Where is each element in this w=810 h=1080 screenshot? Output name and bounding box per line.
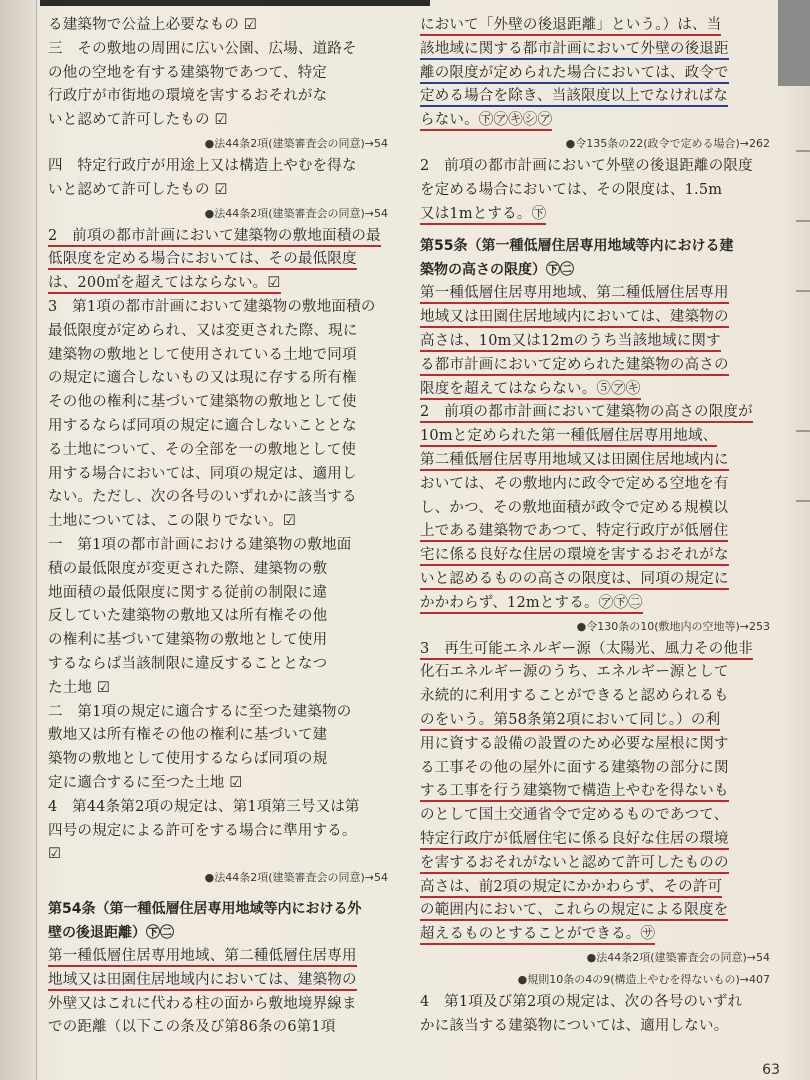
- text-line-text: 用する場合においては、同項の規定は、適用し: [48, 465, 357, 482]
- cross-reference-text: ●法44条2項(建築審査会の同意)→54: [586, 950, 770, 964]
- text-line: [48, 344, 388, 368]
- article-heading-text: 第54条（第一種低層住居専用地域等内における外: [48, 901, 362, 918]
- text-line-text: 2 前項の都市計画において外壁の後退距離の限度: [420, 157, 753, 174]
- text-line-text: る工事その他の屋外に面する建築物の部分に関: [420, 759, 729, 776]
- text-line: [420, 804, 770, 828]
- facing-page-edge: [0, 0, 37, 1080]
- text-line-text: ☑: [48, 846, 62, 863]
- text-line-text: 第二種低層住居専用地域又は田園住居地域内に: [420, 452, 729, 471]
- text-line: [48, 629, 388, 653]
- text-line: [420, 757, 770, 781]
- text-line: [420, 38, 770, 62]
- text-line: [48, 993, 388, 1017]
- text-line-text: る都市計画において定められた建築物の高さの: [420, 357, 729, 376]
- text-line: [420, 544, 770, 568]
- index-tick: [796, 150, 810, 152]
- text-line: [48, 248, 388, 272]
- text-line: [420, 780, 770, 804]
- text-line-text: いと認めて許可したもの ☑: [48, 112, 228, 129]
- text-line: [48, 820, 388, 844]
- text-line-text: らない。㊦㋐㋖㋛㋐: [420, 112, 552, 131]
- text-line-text: 低限度を定める場合においては、その最低限度: [48, 251, 357, 270]
- text-line-text: 第一種低層住居専用地域、第二種低層住居専用: [420, 285, 729, 304]
- text-line: [48, 510, 388, 534]
- text-line: [48, 969, 388, 993]
- text-line-text: 第一種低層住居専用地域、第二種低層住居専用: [48, 948, 357, 967]
- text-line: [48, 439, 388, 463]
- text-line: [420, 155, 770, 179]
- text-line: [420, 733, 770, 757]
- text-line-text: 反していた建築物の敷地又は所有権その他: [48, 608, 328, 625]
- text-line-text: 3 再生可能エネルギー源（太陽光、風力その他非: [420, 641, 753, 660]
- text-line: [420, 638, 770, 662]
- text-line: [420, 425, 770, 449]
- article-heading: [48, 921, 388, 945]
- text-line-text: 建築物の敷地として使用されている土地で同項: [48, 346, 357, 363]
- text-line-text: 上である建築物であつて、特定行政庁が低層住: [420, 523, 728, 542]
- text-line-text: は、200㎡を超えてはならない。☑: [48, 275, 281, 294]
- text-line-text: 最低限度が定められ、又は変更された際、現に: [48, 322, 358, 339]
- index-tab: [778, 0, 810, 86]
- text-line-text: 2 前項の都市計画において建築物の敷地面積の最: [48, 228, 381, 247]
- text-line-text: た土地 ☑: [48, 679, 111, 696]
- text-line: [48, 179, 388, 203]
- index-tick: [796, 430, 810, 432]
- text-line-text: 2 前項の都市計画において建築物の高さの限度が: [420, 404, 753, 423]
- text-line-text: 用するならば同項の規定に適合しないこととな: [48, 417, 357, 434]
- article-heading-text: 壁の後退距離）㊦㊁: [48, 925, 174, 942]
- text-line-text: 4 第44条第2項の規定は、第1項第三号又は第: [48, 798, 360, 815]
- text-line: [48, 415, 388, 439]
- text-line-text: し、かつ、その敷地面積が政令で定める規模以: [420, 499, 729, 516]
- text-line: [420, 306, 770, 330]
- text-line: [48, 796, 388, 820]
- text-line-text: 四号の規定による許可をする場合に準用する。: [48, 822, 357, 839]
- article-heading: [420, 258, 770, 282]
- text-line: [48, 748, 388, 772]
- text-line: [420, 179, 770, 203]
- text-line: [420, 62, 770, 86]
- text-line: [420, 401, 770, 425]
- text-line: [48, 391, 388, 415]
- text-line: [420, 282, 770, 306]
- index-tick: [796, 220, 810, 222]
- text-line-text: の権利に基づいて建築物の敷地として使用: [48, 632, 328, 649]
- cross-reference-text: ●規則10条の4の9(構造上やむを得ないもの)→407: [517, 972, 770, 986]
- text-line: [48, 772, 388, 796]
- text-line-text: 特定行政庁が低層住宅に係る良好な住居の環境: [420, 831, 729, 850]
- index-tick: [796, 290, 810, 292]
- index-tick: [796, 500, 810, 502]
- text-line-text: 化石エネルギー源のうち、エネルギー源として: [420, 664, 729, 681]
- text-line: [420, 828, 770, 852]
- text-line-text: 定に適合するに至つた土地 ☑: [48, 774, 243, 791]
- text-line-text: 一 第1項の都市計画における建築物の敷地面: [48, 536, 352, 553]
- text-line-text: 積の最低限度が変更された際、建築物の敷: [48, 560, 328, 577]
- article-heading: [48, 897, 388, 921]
- text-line-text: の範囲内において、これらの規定による限度を: [420, 902, 728, 921]
- text-line-text: 離の限度が定められた場合においては、政令で: [420, 65, 729, 84]
- text-line-text: の他の空地を有する建築物であつて、特定: [48, 64, 328, 81]
- text-line: [420, 449, 770, 473]
- text-line-text: での距離（以下この条及び第86条の6第1項: [48, 1019, 336, 1036]
- text-line: [420, 592, 770, 616]
- text-line: [420, 1015, 770, 1039]
- text-line: [48, 155, 388, 179]
- text-line: [48, 14, 388, 38]
- text-line-text: する工事を行う建築物で構造上やむを得ないも: [420, 783, 729, 802]
- text-line: [420, 354, 770, 378]
- text-line-text: かに該当する建築物については、適用しない。: [420, 1017, 729, 1034]
- text-line-text: 築物の敷地として使用するならば同項の規: [48, 751, 328, 768]
- text-line: [48, 945, 388, 969]
- article-heading: [420, 234, 770, 258]
- text-line-text: を害するおそれがないと認めて許可したものの: [420, 855, 729, 874]
- text-line-text: 該地域に関する都市計画において外壁の後退距: [420, 41, 729, 60]
- cross-reference: [420, 947, 770, 969]
- cross-reference: [420, 969, 770, 991]
- text-line: [48, 320, 388, 344]
- text-line: [48, 843, 388, 867]
- text-line-text: を定める場合においては、その限度は、1.5m: [420, 181, 723, 198]
- text-line-text: る土地について、その全部を一の敷地として使: [48, 441, 357, 458]
- text-line-text: おいては、その敷地内に政令で定める空地を有: [420, 475, 729, 492]
- text-line: [420, 899, 770, 923]
- text-line: [420, 14, 770, 38]
- text-line-text: 高さは、10m又は12mのうち当該地域に関す: [420, 333, 721, 352]
- text-line: [48, 296, 388, 320]
- text-line-text: 外壁又はこれに代わる柱の面から敷地境界線ま: [48, 995, 357, 1012]
- text-line-text: かかわらず、12mとする。㋐㊦㊁: [420, 595, 643, 614]
- text-line-text: 敷地又は所有権その他の権利に基づいて建: [48, 727, 328, 744]
- text-line-text: 用に資する設備の設置のため必要な屋根に関す: [420, 735, 729, 752]
- text-line: [420, 109, 770, 133]
- text-line-text: 地域又は田園住居地域内においては、建築物の: [48, 972, 357, 991]
- text-line: [420, 709, 770, 733]
- cross-reference: [420, 133, 770, 155]
- text-line: [48, 85, 388, 109]
- text-line: [48, 582, 388, 606]
- text-line-text: 又は1mとする。㊦: [420, 206, 546, 225]
- text-line: [48, 534, 388, 558]
- cross-reference: [48, 203, 388, 225]
- text-line-text: 超えるものとすることができる。㋚: [420, 926, 655, 945]
- text-line-text: 地域又は田園住居地域内においては、建築物の: [420, 309, 729, 328]
- text-line: [48, 605, 388, 629]
- text-line-text: 地面積の最低限度に関する従前の制限に違: [48, 584, 328, 601]
- cross-reference: [420, 616, 770, 638]
- text-line-text: において「外壁の後退距離」という。）は、当: [420, 17, 721, 36]
- text-line: [420, 378, 770, 402]
- text-line-text: その他の権利に基づいて建築物の敷地として使: [48, 394, 357, 411]
- text-line-text: 3 第1項の都市計画において建築物の敷地面積の: [48, 298, 376, 315]
- text-line-text: 永続的に利用することができると認められるも: [420, 688, 729, 705]
- right-column: [420, 14, 770, 1038]
- cross-reference-text: ●令135条の22(政令で定める場合)→262: [565, 136, 770, 150]
- text-line: [420, 991, 770, 1015]
- text-line-text: の規定に適合しないもの又は現に存する所有権: [48, 370, 357, 387]
- text-line-text: 四 特定行政庁が用途上又は構造上やむを得な: [48, 157, 357, 174]
- text-line-text: いと認めて許可したもの ☑: [48, 181, 228, 198]
- text-line: [48, 486, 388, 510]
- text-line: [48, 272, 388, 296]
- text-line-text: 限度を超えてはならない。⑤㋐㋖: [420, 381, 641, 400]
- text-line: [48, 463, 388, 487]
- text-line: [420, 923, 770, 947]
- text-line: [420, 520, 770, 544]
- text-line: [420, 203, 770, 227]
- text-line: [420, 876, 770, 900]
- text-line: [48, 653, 388, 677]
- text-line-text: 高さは、前2項の規定にかかわらず、その許可: [420, 879, 722, 898]
- text-line-text: ない。ただし、次の各号のいずれかに該当する: [48, 489, 357, 506]
- text-line: [420, 330, 770, 354]
- text-line: [48, 677, 388, 701]
- text-line-text: 4 第1項及び第2項の規定は、次の各号のいずれ: [420, 993, 743, 1010]
- cross-reference: [48, 133, 388, 155]
- text-line: [48, 701, 388, 725]
- text-line-text: 定める場合を除き、当該限度以上でなければな: [420, 88, 728, 107]
- text-line-text: するならば当該制限に違反することとなつ: [48, 655, 328, 672]
- article-heading-text: 第55条（第一種低層住居専用地域等内における建: [420, 238, 734, 255]
- text-line: [48, 367, 388, 391]
- text-line: [420, 568, 770, 592]
- text-line-text: 二 第1項の規定に適合するに至つた建築物の: [48, 703, 352, 720]
- text-line-text: 宅に係る良好な住居の環境を害するおそれがな: [420, 547, 729, 566]
- header-rule: [40, 0, 430, 6]
- text-line: [48, 1016, 388, 1040]
- text-line-text: のをいう。第58条第2項において同じ。）の利: [420, 712, 720, 731]
- text-line: [48, 724, 388, 748]
- cross-reference-text: ●令130条の10(敷地内の空地等)→253: [576, 619, 770, 633]
- text-line-text: る建築物で公益上必要なもの ☑: [48, 17, 258, 33]
- text-line: [420, 497, 770, 521]
- text-line: [420, 85, 770, 109]
- text-line-text: 10mと定められた第一種低層住居専用地域、: [420, 428, 717, 447]
- text-line: [48, 38, 388, 62]
- article-heading-text: 築物の高さの限度）㊦㊁: [420, 262, 574, 279]
- cross-reference-text: ●法44条2項(建築審査会の同意)→54: [204, 871, 388, 885]
- text-line: [48, 225, 388, 249]
- text-line-text: いと認めるものの高さの限度は、同項の規定に: [420, 571, 729, 590]
- text-line: [420, 685, 770, 709]
- text-line: [420, 661, 770, 685]
- page-number: 63: [762, 1062, 780, 1078]
- text-line-text: 土地については、この限りでない。☑: [48, 513, 297, 530]
- cross-reference-text: ●法44条2項(建築審査会の同意)→54: [204, 136, 388, 150]
- text-line: [420, 852, 770, 876]
- left-column: [48, 14, 388, 1040]
- text-line: [48, 109, 388, 133]
- cross-reference: [48, 867, 388, 889]
- text-line: [420, 473, 770, 497]
- text-line-text: 行政庁が市街地の環境を害するおそれがな: [48, 88, 328, 105]
- cross-reference-text: ●法44条2項(建築審査会の同意)→54: [204, 206, 388, 220]
- text-line-text: 三 その敷地の周囲に広い公園、広場、道路そ: [48, 40, 357, 57]
- text-line: [48, 62, 388, 86]
- text-line: [48, 558, 388, 582]
- text-line-text: のとして国土交通省令で定めるものであつて、: [420, 807, 729, 824]
